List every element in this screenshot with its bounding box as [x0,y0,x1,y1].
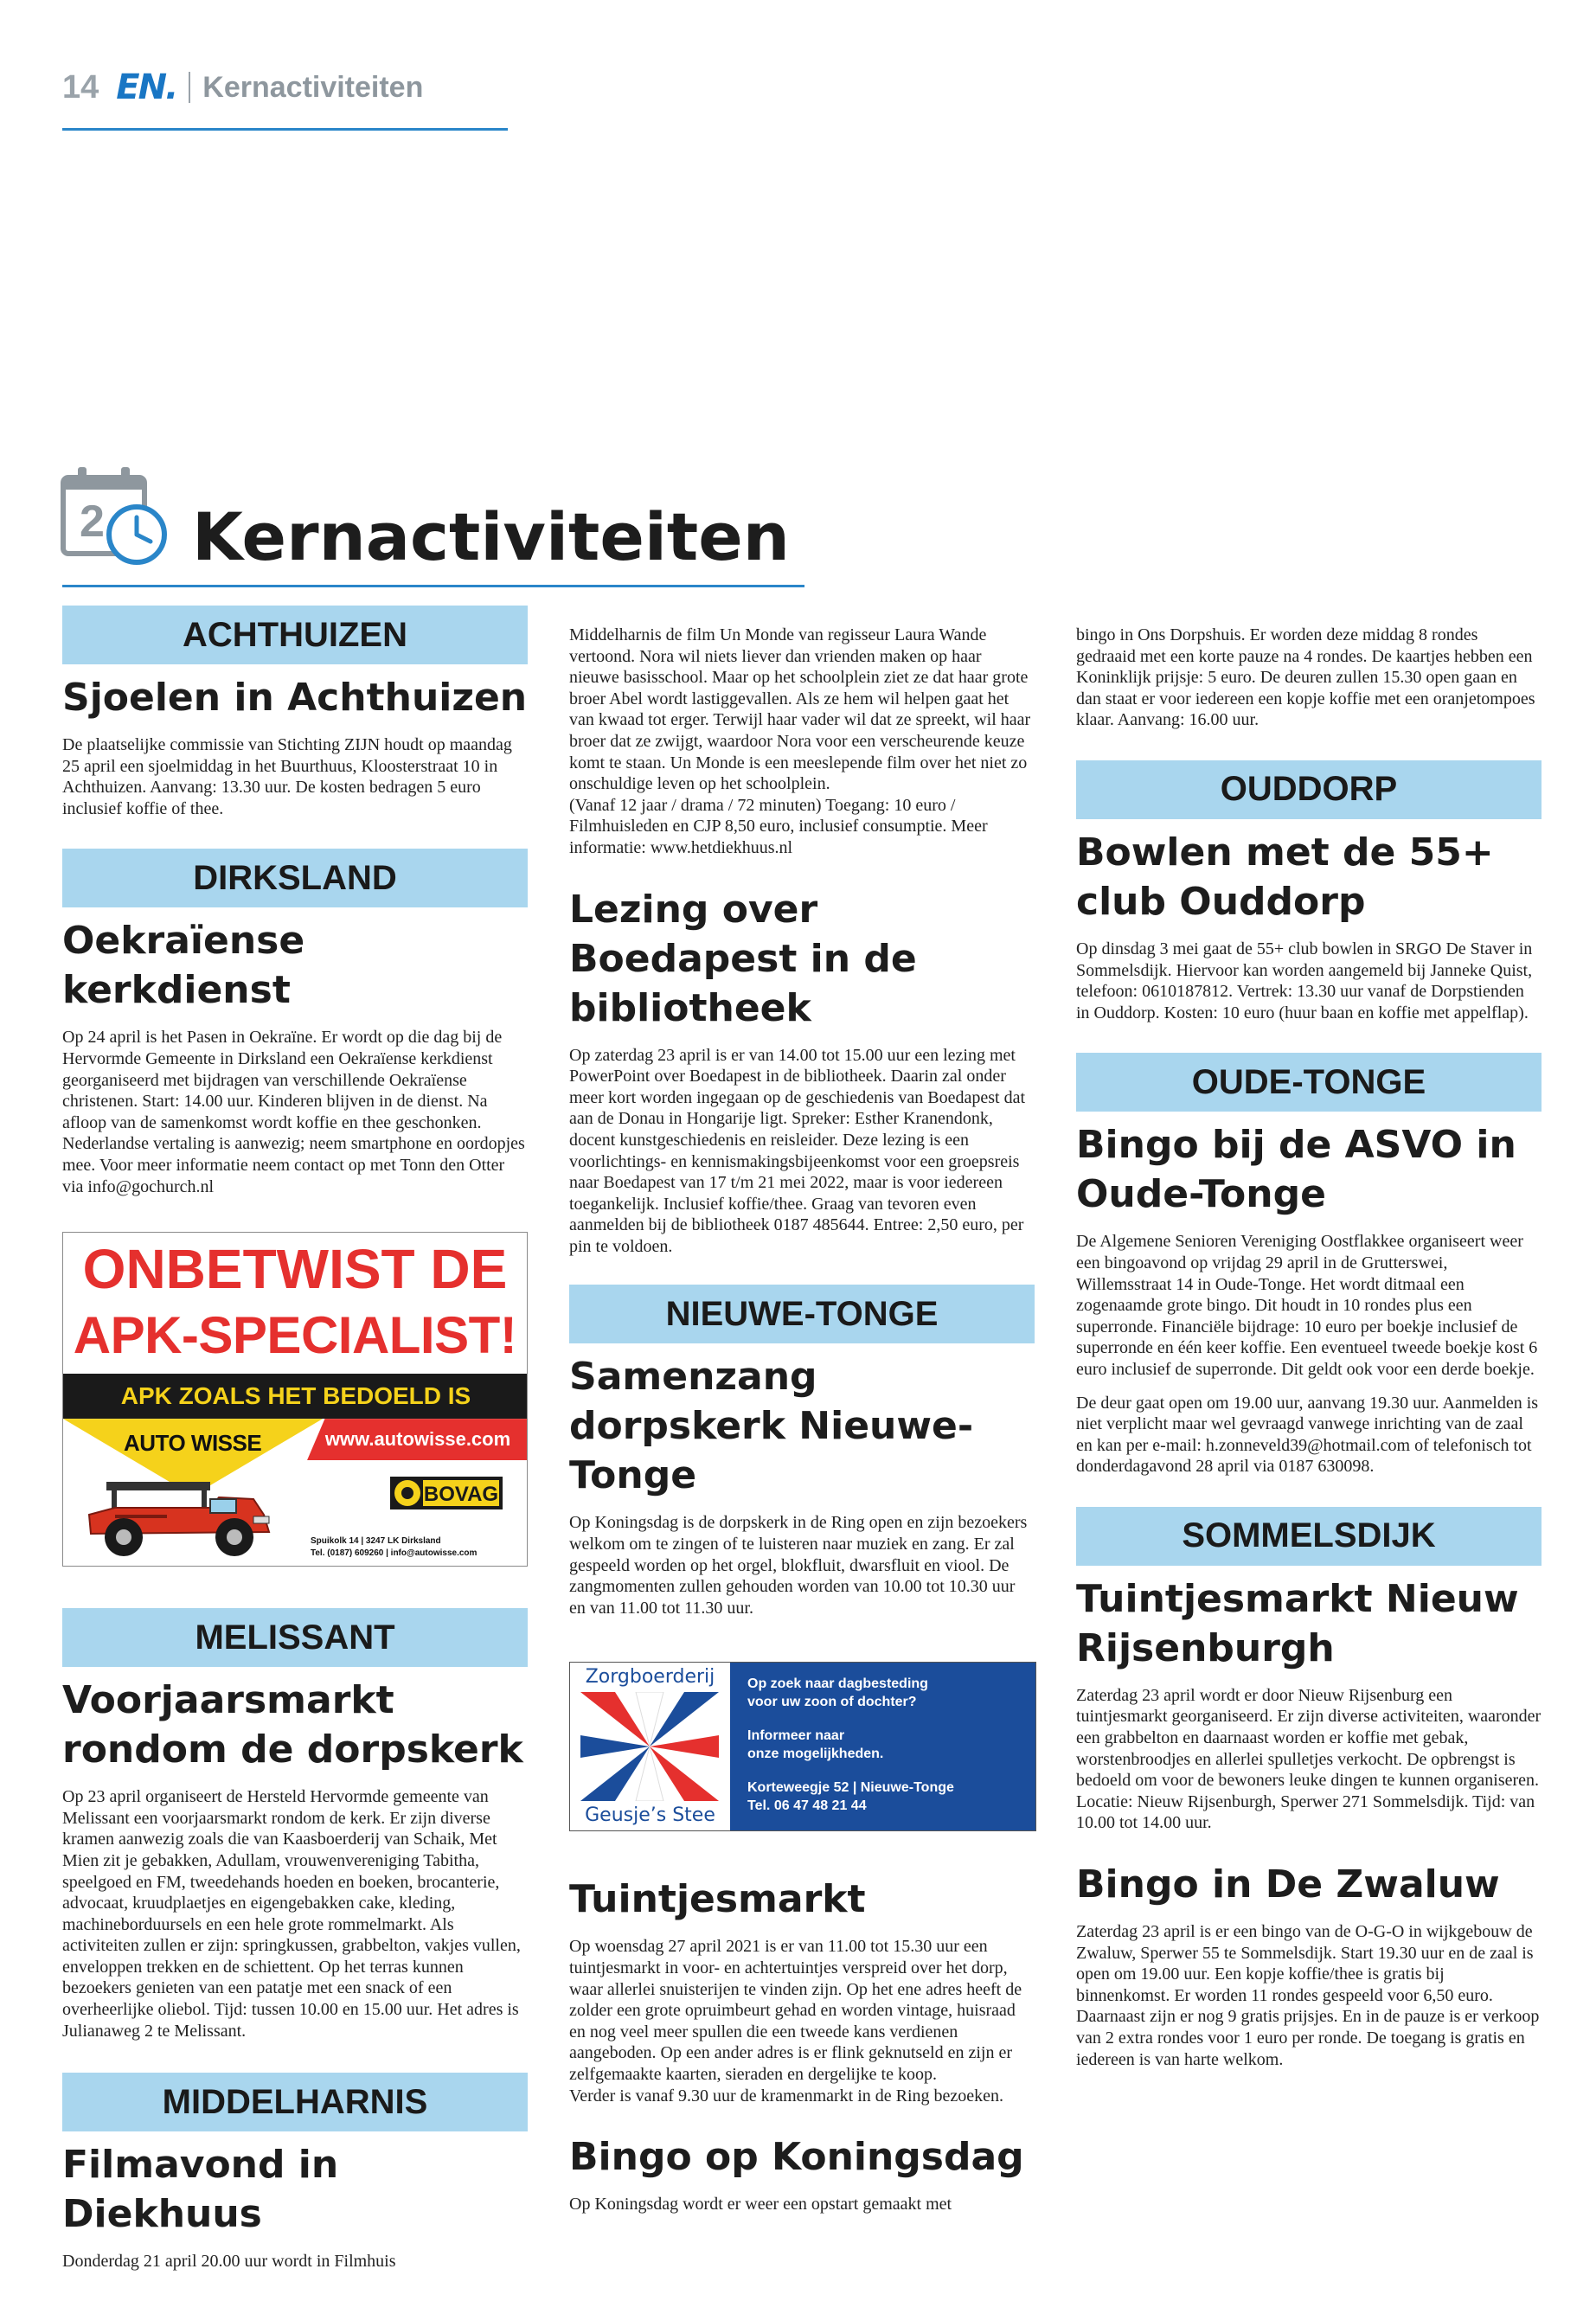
publication-logo: EN. [116,67,177,107]
page-number: 14 [62,68,99,106]
article-body: Zaterdag 23 april wordt er door Nieuw Rijsenburg een tuintjesmarkt georganiseerd. Er zijn diverse activiteiten, waaronder een grabbelton en daarnaast worden er koffie met gebak, worstenbroodjes en allerlei spulletjes verkocht. De opbrengst is bedoeld om voor de bewoners leuke dingen te kunnen organiseren. Locatie: Nieuw Rijsenburgh, Sperwer 271 Sommelsdijk. Tijd: van 10.00 tot 14.00 uur. [1076,1685,1542,1833]
zorg-name-top: Zorgboerderij [585,1666,715,1689]
article-body: Op 24 april is het Pasen in Oekraïne. Er wordt op die dag bij de Hervormde Gemeente in Dirksland een Oekraïense kerkdienst georganiseerd met bijdragen van verschillende Oekraïense christenen. Start: 14.00 uur. Kinderen blijven in de dienst. Na afloop van de samenkomst wordt koffie en thee geschonken. Nederlandse vertaling is aanwezig; neem smartphone en oordopjes mee. Voor meer informatie neem contact op met Tonn den Otter via info@gochurch.nl [62,1028,525,1196]
article-nieuwe-tonge [569,1285,1035,1618]
ad-tagline: APK ZOALS HET BEDOELD IS [63,1374,528,1419]
advertisement-zorgboerderij[interactable] [569,1662,1036,1831]
ad-headline-1: ONBETWIST DE [82,1238,508,1301]
header-rule [62,128,508,131]
article-heading: Filmavond in Diekhuus [62,2143,339,2237]
article-oude-tonge [1076,1053,1542,1477]
article-heading: Bingo bij de ASVO in Oude-Tonge [1076,1123,1516,1217]
ad-brand: AUTO WISSE [124,1430,262,1457]
article-lezing-boedapest [569,885,1035,1258]
page-header [62,67,423,107]
article-bingo-koningsdag [569,2132,1035,2215]
calendar-day: 2 [80,497,105,547]
column-1 [62,606,528,2272]
calendar-clock-icon [61,465,173,567]
zorg-name-bottom: Geusje’s Stee [585,1804,715,1827]
article-middelharnis [62,2073,528,2272]
article-heading: Voorjaarsmarkt rondom de dorpskerk [62,1678,523,1772]
article-body: Op zaterdag 23 april is er van 14.00 tot 15.00 uur een lezing met PowerPoint over Boedapest in de bibliotheek. Daarin zal onder meer kort worden ingegaan op de geschiedenis van Boedapest dat aan de Donau in Hongarije ligt. Spreker: Esther Kranendonk, docent kunstgeschiedenis en reisleider. Deze lezing is een voorlichtings- en kennismakingsbijeenkomst voor een groepsreis naar Boedapest van 17 t/m 21 mei 2022, maar is voor iedereen toegankelijk. Inclusief koffie/thee. Graag van tevoren even aanmelden bij de bibliotheek 0187 485644. Entree: 2,50 euro, per pin te voldoen. [569,1045,1026,1256]
zorg-line: Op zoek naar dagbesteding [747,1676,928,1692]
article-ouddorp [1076,760,1542,1023]
article-body-continued: (Vanaf 12 jaar / drama / 72 minuten) Toegang: 10 euro / Filmhuisleden en CJP 8,50 euro, inclusief consumptie. Meer informatie: www.hetdiekhuus.nl [569,795,988,857]
article-bingo-zwaluw [1076,1860,1542,2070]
location-band: MELISSANT [62,1608,528,1667]
article-melissant [62,1608,528,2041]
advertisement-apk[interactable] [62,1232,528,1567]
zorg-logo-block [570,1663,730,1830]
bovag-text: BOVAG [423,1483,499,1507]
article-body: Op Koningsdag is de dorpskerk in de Ring open en zijn bezoekers welkom om te zingen of te luisteren naar muziek en zang. Er zal gespeeld worden op het orgel, blokfluit, dwarsfluit en viool. De zangmomenten zullen gehouden worden van 10.00 tot 10.30 uur en van 11.00 tot 11.30 uur. [569,1513,1028,1618]
ad-address [311,1535,477,1560]
section-name: Kernactiviteiten [202,70,424,104]
article-tuintjesmarkt [569,1875,1035,2106]
ad-website[interactable]: www.autowisse.com [324,1428,511,1451]
zorg-line: Informeer naar [747,1728,845,1744]
article-heading: Bingo op Koningsdag [569,2135,1024,2180]
location-band: NIEUWE-TONGE [569,1285,1035,1343]
article-body: Op 23 april organiseert de Hersteld Hervormde gemeente van Melissant een voorjaarsmarkt rondom de kerk. Er zijn diverse kramen aanwezig zoals die van Kaasboerderij van Schaik, Met Mien zit je gebakken, Adullam, vrouwenvereniging Tabitha, speelgoed en FM, tweedehands hoeden en boeken, brocanterie, advocaat, kruudplaetjes en eigengebakken cake, kleding, machineborduursels en een hele grote rommelmarkt. Als activiteiten zullen er zijn: springkussen, grabbelton, vakjes vullen, enveloppen trekken en de schiettent. Op het terras kunnen bezoekers genieten van een patatje met een snack of een overheerlijke oliebol. Tijd: tussen 10.00 en 15.00 uur. Het adres is Julianaweg 2 te Melissant. [62,1787,521,2041]
article-heading: Tuintjesmarkt [569,1877,866,1922]
article-heading: Bingo in De Zwaluw [1076,1862,1500,1907]
ad-headline-2: APK-SPECIALIST! [73,1306,517,1365]
article-body: De plaatselijke commissie van Stichting ZIJN houdt op maandag 25 april een sjoelmiddag in het Buurthuus, Kloosterstraat 10 in Achthuizen. Aanvang: 13.30 uur. De kosten bedragen 5 euro inclusief koffie of thee. [62,735,512,818]
article-body: Op Koningsdag wordt er weer een opstart gemaakt met [569,2195,952,2214]
title-rule [62,585,804,587]
zorg-address: Korteweegje 52 | Nieuwe-Tonge [747,1780,954,1796]
location-band: ACHTHUIZEN [62,606,528,664]
zorg-phone[interactable]: Tel. 06 47 48 21 44 [747,1798,867,1814]
zorg-windmill-logo [580,1692,719,1801]
column-3 [1076,606,1542,2070]
article-body: Verder is vanaf 9.30 uur de kramenmarkt in de Ring bezoeken. [569,2086,1004,2106]
article-body: De deur gaat open om 19.00 uur, aanvang 19.30 uur. Aanmelden is niet verplicht maar wel gevraagd vanwege inrichting van de zaal en kan per e-mail: h.zonneveld39@hotmail.com of telefonisch tot donderdagavond 28 april via 0187 630098. [1076,1393,1539,1477]
ad-address-line-1: Spuikolk 14 | 3247 LK Dirksland [311,1536,441,1547]
page-title: Kernactiviteiten [192,498,790,575]
section-title-block [61,465,804,586]
zorg-line: onze mogelijkheden. [747,1747,884,1762]
article-heading: Sjoelen in Achthuizen [62,676,528,720]
article-heading: Lezing over Boedapest in de bibliotheek [569,887,917,1030]
zorg-line: voor uw zoon of dochter? [747,1695,917,1710]
location-band: OUDDORP [1076,760,1542,819]
header-divider [189,72,190,103]
article-dirksland [62,849,528,1197]
article-body: Op woensdag 27 april 2021 is er van 11.00 tot 15.30 uur een tuintjesmarkt in voor- en achtertuintjes verspreid over het dorp, waar allerlei snuisterijen te vinden zijn. Op het ene adres heeft de zolder een grote opruimbeurt gehad en worden vintage, huisraad en nog veel meer spullen die een tweede kans verdienen aangeboden. Op een ander adres is er flink geknutseld en zijn er zelfgemaakte kaarten, sieraden en dergelijke te koop. [569,1937,1022,2084]
article-body: Donderdag 21 april 20.00 uur wordt in Filmhuis [62,2252,396,2272]
location-band: MIDDELHARNIS [62,2073,528,2131]
article-body-continued: bingo in Ons Dorpshuis. Er worden deze middag 8 rondes gedraaid met een korte pauze na 4 rondes. De kaartjes hebben een Koninklijk prijsje: 5 euro. De deuren zullen 15.30 open gaan en dan staat er voor iedereen een kopje koffie met een oranjetompoes klaar. Aanvang: 16.00 uur. [1076,625,1535,730]
location-band: DIRKSLAND [62,849,528,907]
article-sommelsdijk [1076,1507,1542,1834]
article-heading: Oekraïense kerkdienst [62,919,305,1013]
bovag-logo [390,1473,503,1511]
article-heading: Samenzang dorpskerk Nieuwe-Tonge [569,1355,974,1498]
article-heading: Bowlen met de 55+ club Ouddorp [1076,830,1494,924]
article-body-continued: Middelharnis de film Un Monde van regisseur Laura Wande vertoond. Nora wil niets liever dan vrienden maken op haar nieuwe basisschool. Maar op het schoolplein ziet ze dat haar grote broer Abel wordt lastiggevallen. Als ze hem wil helpen gaat het van kwaad tot erger. Terwijl haar vader wil dat ze spreekt, wil haar broer dat ze zwijgt, waardoor Nora voor een verscheurende keuze komt te staan. Un Monde is een meeslepende film over het niet zo onschuldige leven op het schoolplein. [569,625,1031,794]
location-band: OUDE-TONGE [1076,1053,1542,1112]
jeep-icon [80,1465,279,1561]
column-2 [569,606,1035,2215]
article-heading: Tuintjesmarkt Nieuw Rijsenburgh [1076,1576,1519,1670]
article-body: Zaterdag 23 april is er een bingo van de O-G-O in wijkgebouw de Zwaluw, Sperwer 55 te Sommelsdijk. Start 19.30 uur en de zaal is open om 19.00 uur. Een kopje koffie/thee is gratis bij binnenkomst. Er worden 11 rondes gespeeld voor 6,50 euro. Daarnaast zijn er nog 9 gratis prijsjes. En in de pauze is er verkoop van 2 extra rondes voor 1 euro per ronde. De toegang is gratis en iedereen is van harte welkom. [1076,1922,1540,2069]
zorg-text-block [730,1663,1035,1830]
article-body: Op dinsdag 3 mei gaat de 55+ club bowlen in SRGO De Staver in Sommelsdijk. Hiervoor kan worden aangemeld bij Janneke Quist, telefoon: 0610187812. Vertrek: 13.30 uur vanaf de Dorpstienden in Ouddorp. Kosten: 10 euro (huur baan en koffie met appelflap). [1076,939,1533,1022]
ad-address-line-2: Tel. (0187) 609260 | info@autowisse.com [311,1548,478,1559]
article-body: De Algemene Senioren Vereniging Oostflakkee organiseert weer een bingoavond op vrijdag 29 april in de Grutterswei, Willemsstraat 14 in Oude-Tonge. Het wordt ditmaal een zogenaamde grote bingo. Dit houdt in 10 rondes plus een superronde. Financiële bijdrage: 10 euro per boekje inclusief de superronde en één keer koffie. Een eventueel tweede boekje kost 6 euro inclusief de superronde. Dit geldt ook voor een derde boekje. [1076,1232,1538,1379]
location-band: SOMMELSDIJK [1076,1507,1542,1566]
article-achthuizen [62,606,528,819]
